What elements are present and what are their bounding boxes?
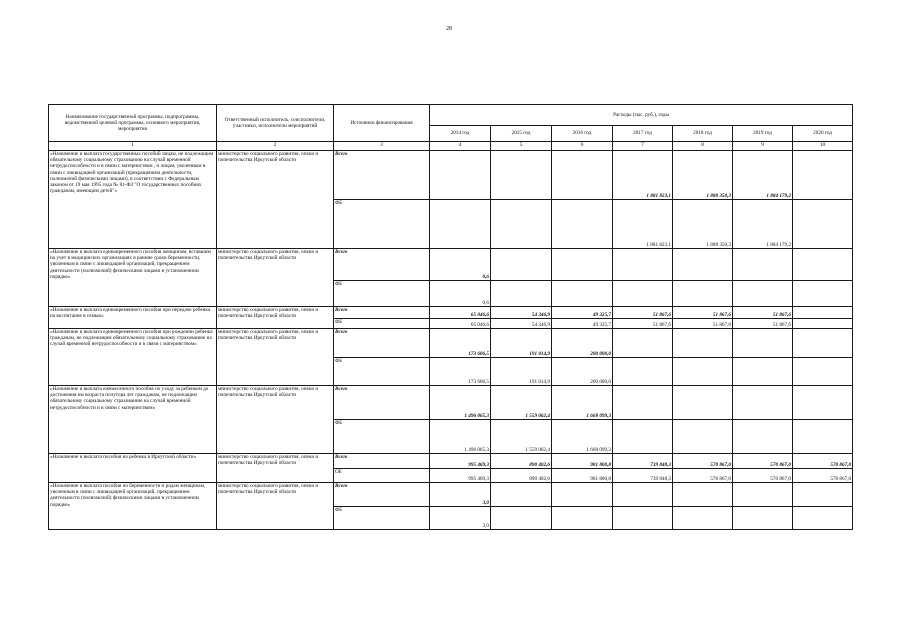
budget-value-cell: 995 469,3 (430, 469, 491, 483)
total-value-cell: 173 606,5 (430, 329, 491, 358)
budget-value-cell (793, 200, 853, 249)
header-year: 2019 год (733, 125, 793, 141)
total-value-cell: 51 867,6 (613, 307, 673, 319)
total-value-cell: 1 888 350,3 (673, 151, 733, 200)
source-budget-label: ФБ (334, 420, 430, 454)
total-value-cell: 995 469,3 (430, 454, 491, 469)
header-name: Наименование государственной программы, подпрограммы, ведомственной целевой программы, основного мероприятия, мероприятия (49, 105, 217, 142)
column-number: 1 (49, 142, 217, 151)
header-year: 2014 год (430, 125, 491, 141)
table-row (49, 249, 853, 281)
total-value-cell: 901 800,8 (552, 454, 613, 469)
budget-value-cell: 1 559 062,4 (491, 420, 552, 454)
total-value-cell: 570 867,0 (673, 454, 733, 469)
total-value-cell (552, 249, 613, 281)
source-budget-label: ФБ (334, 200, 430, 249)
source-total-label: Всего (334, 307, 430, 319)
total-value-cell (733, 329, 793, 358)
budget-value-cell (793, 420, 853, 454)
budget-value-cell (733, 281, 793, 307)
budget-value-cell (673, 358, 733, 386)
total-value-cell: 1 559 062,4 (491, 386, 552, 420)
source-budget-label: ФБ (334, 281, 430, 307)
budget-value-cell: 0,6 (430, 281, 491, 307)
budget-value-cell (673, 420, 733, 454)
row-executor: министерство социального развития, опеки и попечительства Иркутской области (217, 249, 334, 307)
table-row (49, 329, 853, 358)
total-value-cell: 65 046,6 (430, 307, 491, 319)
total-value-cell: 200 000,0 (552, 329, 613, 358)
row-name: «Назначение и выплата единовременного пособия при передаче ребенка на воспитание в семью» (49, 307, 217, 329)
budget-value-cell: 739 848,3 (613, 469, 673, 483)
column-number: 6 (552, 142, 613, 151)
budget-value-cell (793, 319, 853, 329)
source-budget-label: ФБ (334, 319, 430, 329)
total-value-cell: 51 867,6 (733, 307, 793, 319)
total-value-cell (673, 249, 733, 281)
total-value-cell (613, 386, 673, 420)
budget-value-cell (613, 507, 673, 530)
budget-value-cell: 51 867,6 (673, 319, 733, 329)
total-value-cell (793, 249, 853, 281)
row-executor: министерство социального развития, опеки и попечительства Иркутской области (217, 483, 334, 530)
total-value-cell: 191 014,9 (491, 329, 552, 358)
budget-value-cell: 51 867,6 (733, 319, 793, 329)
budget-value-cell: 901 800,8 (552, 469, 613, 483)
total-value-cell (733, 249, 793, 281)
budget-value-cell (793, 281, 853, 307)
budget-value-cell (793, 358, 853, 386)
total-value-cell (491, 151, 552, 200)
row-executor: министерство социального развития, опеки и попечительства Иркутской области (217, 386, 334, 454)
budget-value-cell (613, 358, 673, 386)
budget-value-cell (733, 358, 793, 386)
budget-value-cell: 890 402,6 (491, 469, 552, 483)
budget-value-cell: 1 884 179,2 (733, 200, 793, 249)
total-value-cell (793, 151, 853, 200)
table-row (49, 454, 853, 469)
source-total-label: Всего (334, 151, 430, 200)
row-name: «Назначение и выплата пособия по беременности и родам женщинам, уволенным в связи с ликвидацией организаций, прекращением деятельности (полномочий) физическими лицами в установленном порядке» (49, 483, 217, 530)
source-total-label: Всего (334, 329, 430, 358)
source-total-label: Всего (334, 454, 430, 469)
total-value-cell (673, 329, 733, 358)
total-value-cell (793, 307, 853, 319)
total-value-cell: 890 402,6 (491, 454, 552, 469)
budget-value-cell: 570 867,0 (793, 469, 853, 483)
header-row (49, 105, 853, 126)
total-value-cell: 1 884 179,2 (733, 151, 793, 200)
total-value-cell: 1 668 099,3 (552, 386, 613, 420)
total-value-cell: 570 867,0 (733, 454, 793, 469)
total-value-cell: 1 496 065,3 (430, 386, 491, 420)
budget-value-cell: 65 046,6 (430, 319, 491, 329)
budget-value-cell: 1 496 065,3 (430, 420, 491, 454)
budget-value-cell: 1 881 823,1 (613, 200, 673, 249)
row-executor: министерство социального развития, опеки и попечительства Иркутской области (217, 151, 334, 249)
budget-value-cell (552, 507, 613, 530)
row-name: «Назначение и выплата единовременного пособия женщинам, вставшим на учет в медицинских организациях в ранние сроки беременности, уволенным в связи с ликвидацией организаций, прекращением деятельности (полномочий) физическими лицами в установленном порядке» (49, 249, 217, 307)
source-budget-label: ОБ (334, 469, 430, 483)
source-budget-label: ФБ (334, 358, 430, 386)
row-executor: министерство социального развития, опеки и попечительства Иркутской области (217, 454, 334, 483)
page-number: 28 (446, 26, 452, 32)
budget-value-cell: 3,0 (430, 507, 491, 530)
budget-value-cell: 49 325,7 (552, 319, 613, 329)
budget-value-cell (491, 507, 552, 530)
budget-value-cell (793, 507, 853, 530)
table-row (49, 151, 853, 200)
header-year: 2016 год (552, 125, 613, 141)
total-value-cell (552, 151, 613, 200)
table-row (49, 483, 853, 507)
total-value-cell (793, 483, 853, 507)
header-year: 2017 год (613, 125, 673, 141)
row-name: «Назначение и выплата единовременного пособия при рождении ребенка гражданам, не подлежащим обязательному социальному страхованию на случай временной нетрудоспособности и в связи с материнством» (49, 329, 217, 386)
total-value-cell (491, 249, 552, 281)
budget-value-cell (430, 200, 491, 249)
budget-value-cell (613, 420, 673, 454)
total-value-cell (491, 483, 552, 507)
header-year: 2020 год (793, 125, 853, 141)
total-value-cell (733, 386, 793, 420)
budget-value-cell: 1 888 350,3 (673, 200, 733, 249)
budget-value-cell: 570 867,0 (673, 469, 733, 483)
budget-value-cell (673, 507, 733, 530)
total-value-cell: 51 867,6 (673, 307, 733, 319)
budget-value-cell (491, 200, 552, 249)
source-total-label: Всего (334, 386, 430, 420)
total-value-cell: 3,0 (430, 483, 491, 507)
row-name: «Назначение и выплата ежемесячного пособия по уходу за ребенком до достижения им возраста полутора лет гражданам, не подлежащим обязательному социальному страхованию на случай временной нетрудоспособности и в связи с материнством» (49, 386, 217, 454)
column-number: 8 (673, 142, 733, 151)
table-row (49, 307, 853, 319)
total-value-cell: 49 325,7 (552, 307, 613, 319)
total-value-cell (613, 329, 673, 358)
total-value-cell: 54 346,9 (491, 307, 552, 319)
row-executor: министерство социального развития, опеки и попечительства Иркутской области (217, 307, 334, 329)
row-executor: министерство социального развития, опеки и попечительства Иркутской области (217, 329, 334, 386)
total-value-cell (430, 151, 491, 200)
total-value-cell (613, 249, 673, 281)
column-number: 2 (217, 142, 334, 151)
budget-value-cell: 200 000,0 (552, 358, 613, 386)
budget-value-cell: 54 346,9 (491, 319, 552, 329)
budget-value-cell (552, 281, 613, 307)
budget-value-cell (491, 281, 552, 307)
budget-value-cell (613, 281, 673, 307)
source-total-label: Всего (334, 483, 430, 507)
row-name: «Назначение и выплата государственных пособий лицам, не подлежащим обязательному социальному страхованию на случай временной нетрудоспособности и в связи с материнством , и лицам, уволенным в связи с ликвидацией организаций (прекращением деятельности, полномочий физическими лицами), в соответствии с Федеральным законом от 19 мая 1995 года № 81-ФЗ "О государственных пособиях гражданам, имеющим детей"» (49, 151, 217, 249)
column-number: 3 (334, 142, 430, 151)
total-value-cell (673, 483, 733, 507)
header-year: 2018 год (673, 125, 733, 141)
column-number: 7 (613, 142, 673, 151)
total-value-cell: 570 867,0 (793, 454, 853, 469)
source-total-label: Всего (334, 249, 430, 281)
budget-value-cell (733, 507, 793, 530)
header-expenses: Расходы (тыс. руб.), годы (430, 105, 853, 126)
header-year: 2015 год (491, 125, 552, 141)
total-value-cell (733, 483, 793, 507)
budget-value-cell: 191 014,9 (491, 358, 552, 386)
total-value-cell (552, 483, 613, 507)
total-value-cell: 0,6 (430, 249, 491, 281)
total-value-cell: 1 881 823,1 (613, 151, 673, 200)
budget-value-cell (673, 281, 733, 307)
budget-value-cell: 1 668 099,3 (552, 420, 613, 454)
financing-table (48, 104, 853, 530)
budget-value-cell: 173 606,5 (430, 358, 491, 386)
total-value-cell (613, 483, 673, 507)
header-sources: Источники финансирования (334, 105, 430, 142)
total-value-cell: 739 848,3 (613, 454, 673, 469)
row-name: «Назначение и выплата пособия на ребенка в Иркутской области» (49, 454, 217, 483)
total-value-cell (793, 329, 853, 358)
budget-value-cell: 570 867,0 (733, 469, 793, 483)
budget-value-cell (552, 200, 613, 249)
total-value-cell (793, 386, 853, 420)
header-executor: Ответственный исполнитель, соисполнители, участники, исполнители мероприятий (217, 105, 334, 142)
column-number: 9 (733, 142, 793, 151)
column-number: 4 (430, 142, 491, 151)
table-row (49, 386, 853, 420)
total-value-cell (673, 386, 733, 420)
column-number: 10 (793, 142, 853, 151)
budget-value-cell (733, 420, 793, 454)
source-budget-label: ФБ (334, 507, 430, 530)
column-numbers-row (49, 142, 853, 151)
budget-value-cell: 51 867,6 (613, 319, 673, 329)
column-number: 5 (491, 142, 552, 151)
